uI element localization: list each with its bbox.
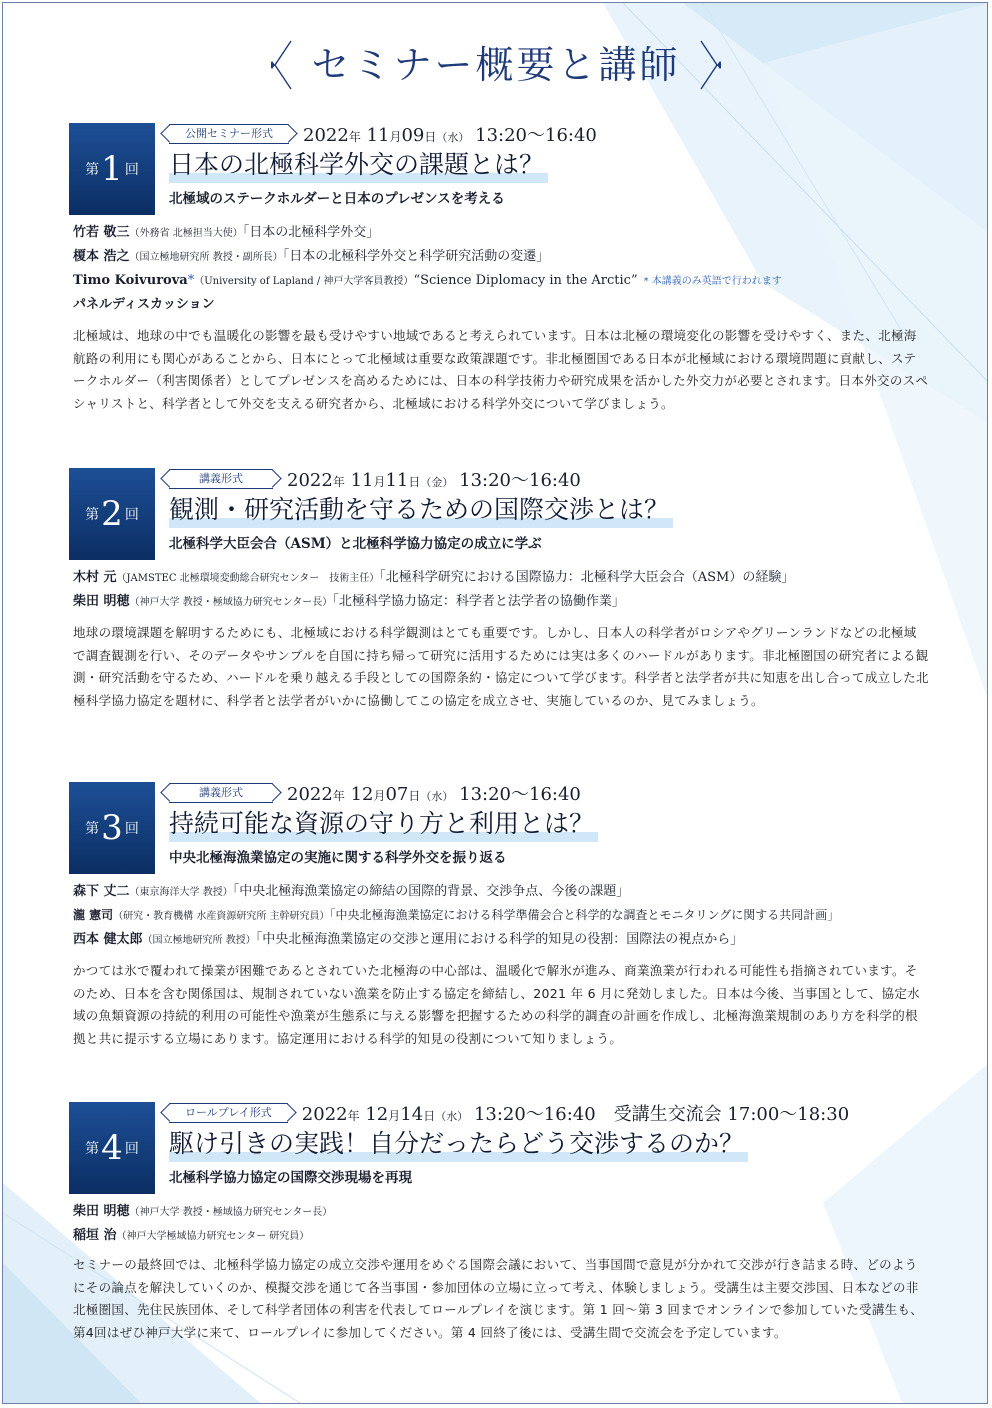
session-title: 日本の北極科学外交の課題とは？ [169, 147, 548, 183]
page-frame [2, 2, 988, 1404]
session-title: 持続可能な資源の守り方と利用とは？ [169, 806, 598, 842]
speaker: 森下 丈二（東京海洋大学 教授）「中央北極海漁業協定の締結の国際的背景、交渉争点、今後の課題」 [73, 884, 630, 899]
speaker: Timo Koivurova*（University of Lapland / 神戸大学客員教授）“Science Diplomacy in the Arctic” * 本講義のみ英語で行われます [73, 273, 782, 288]
speaker: 柴田 明穂（神戸大学 教授・極域協力研究センター長）「北極科学協力協定：科学者と法学者の協働作業」 [73, 594, 625, 609]
session-date: 2022年 12月07日（水） 13:20～16:40 [287, 784, 581, 805]
right-bracket-icon [699, 39, 721, 91]
session-title: 観測・研究活動を守るための国際交渉とは？ [169, 492, 673, 528]
speaker: 瀧 憲司（研究・教育機構 水産資源研究所 主幹研究員）「中央北極海漁業協定における科学準備会合と科学的な調査とモニタリングに関する共同計画」 [73, 908, 840, 922]
session-meta [169, 123, 597, 145]
session-description: セミナーの最終回では、北極科学協力協定の成立交渉や運用をめぐる国際会議において、当事国間で意見が分かれて交渉が行き詰まる時、どのようにその論点を解決していくのか、模擬交渉を通じて各当事国・参加団体の立場に立って考え、体験しましょう。受講生は主要交渉国、日本などの非北極圏国、先住民族団体、そして科学者団体の利害を代表してロールプレイを演じます。第 1 回～第 3 回までオンラインで参加していた受講生も、第4回はぜひ神戸大学に来て、ロールプレイに参加してください。第 4 回終了後には、受講生間で交流会を予定しています。 [73, 1257, 924, 1340]
session-subtitle: 北極域のステークホルダーと日本のプレゼンスを考える [169, 191, 505, 207]
speaker-list [73, 566, 794, 614]
speaker-list [73, 1200, 332, 1248]
session-date: 2022年 11月09日（水） 13:20～16:40 [303, 125, 597, 146]
session-description: かつては氷で覆われて操業が困難であるとされていた北極海の中心部は、温暖化で解氷が進み、商業漁業が行われる可能性も指摘されています。そのため、日本を含む関係国は、規制されていない漁業を防止する協定を締結し、2021 年 6 月に発効しました。日本は今後、当事国として、協定水域の魚類資源の持続的利用の可能性や漁業が生態系に与える影響を把握するための科学的調査の計画を作成し、北極海漁業規制のあり方を科学的根拠と共に提示する立場にあります。協定運用における科学的知見の役割について知りましょう。 [73, 963, 920, 1046]
speaker-list [73, 880, 839, 952]
format-tag: 公開セミナー形式 [169, 124, 289, 144]
speaker-list [73, 221, 782, 316]
session-date: 2022年 12月14日（水） 13:20～16:40 受講生交流会 17:00～18:30 [301, 1104, 850, 1125]
session-subtitle: 北極科学協力協定の国際交渉現場を再現 [169, 1170, 412, 1186]
session-number-badge: 第 2 回 [69, 468, 155, 560]
speaker: 稲垣 治（神戸大学極域協力研究センター 研究員） [73, 1228, 310, 1243]
speaker: 柴田 明穂（神戸大学 教授・極域協力研究センター長） [73, 1204, 333, 1219]
speaker: パネルディスカッション [73, 297, 215, 312]
session-number-badge: 第 3 回 [69, 782, 155, 874]
session-subtitle: 中央北極海漁業協定の実施に関する科学外交を振り返る [169, 850, 507, 866]
page-heading [3, 35, 988, 95]
session-description: 北極域は、地球の中でも温暖化の影響を最も受けやすい地域であると考えられています。日本は北極の環境変化の影響を受けやすく、また、北極海航路の利用にも関心があることから、日本にとって北極域は重要な政策課題です。非北極圏国である日本が北極域における環境問題に貢献し、ステークホルダー（利害関係者）としてプレゼンスを高めるためには、日本の科学技術力や研究成果を活かした外交力が必要とされます。日本外交のスペシャリストと、科学者として外交を支える研究者から、北極域における科学外交について学びましょう。 [73, 328, 929, 411]
speaker: 木村 元（JAMSTEC 北極環境変動総合研究センター 技術主任）「北極科学研究における国際協力：北極科学大臣会合（ASM）の経験」 [73, 570, 795, 585]
session-title: 駆け引きの実践！自分だったらどう交渉するのか？ [169, 1126, 748, 1162]
session-date: 2022年 11月11日（金） 13:20～16:40 [287, 470, 581, 491]
speaker: 榎本 浩之（国立極地研究所 教授・副所長）「日本の北極科学外交と科学研究活動の変遷」 [73, 249, 550, 264]
page-title: セミナー概要と講師 [311, 43, 681, 87]
session-meta [169, 468, 581, 490]
left-bracket-icon [271, 39, 293, 91]
session-meta [169, 782, 581, 804]
session-number-badge: 第 4 回 [69, 1102, 155, 1194]
format-tag: 講義形式 [169, 469, 273, 489]
speaker: 竹若 敬三（外務省 北極担当大使）「日本の北極科学外交」 [73, 225, 380, 240]
format-tag: ロールプレイ形式 [169, 1103, 288, 1123]
session-subtitle: 北極科学大臣会合（ASM）と北極科学協力協定の成立に学ぶ [169, 536, 542, 552]
session-description: 地球の環境課題を解明するためにも、北極域における科学観測はとても重要です。しかし、日本人の科学者がロシアやグリーンランドなどの北極域で調査観測を行い、そのデータやサンプルを自国に持ち帰って研究に活用するためには実は多くのハードルがあります。非北極圏国の研究者による観測・研究活動を守るため、ハードルを乗り越える手段としての国際条約・協定について学びます。科学者と法学者が共に知恵を出し合って成立した北極科学協力協定を題材に、科学者と法学者がいかに協働してこの協定を成立させ、実施しているのか、見てみましょう。 [73, 625, 929, 708]
format-tag: 講義形式 [169, 783, 273, 803]
session-meta [169, 1102, 849, 1124]
speaker: 西本 健太郎（国立極地研究所 教授）「中央北極海漁業協定の交渉と運用における科学的知見の役割：国際法の視点から」 [73, 932, 744, 947]
session-number-badge: 第 1 回 [69, 123, 155, 215]
networking-event: 受講生交流会 17:00～18:30 [613, 1104, 850, 1125]
